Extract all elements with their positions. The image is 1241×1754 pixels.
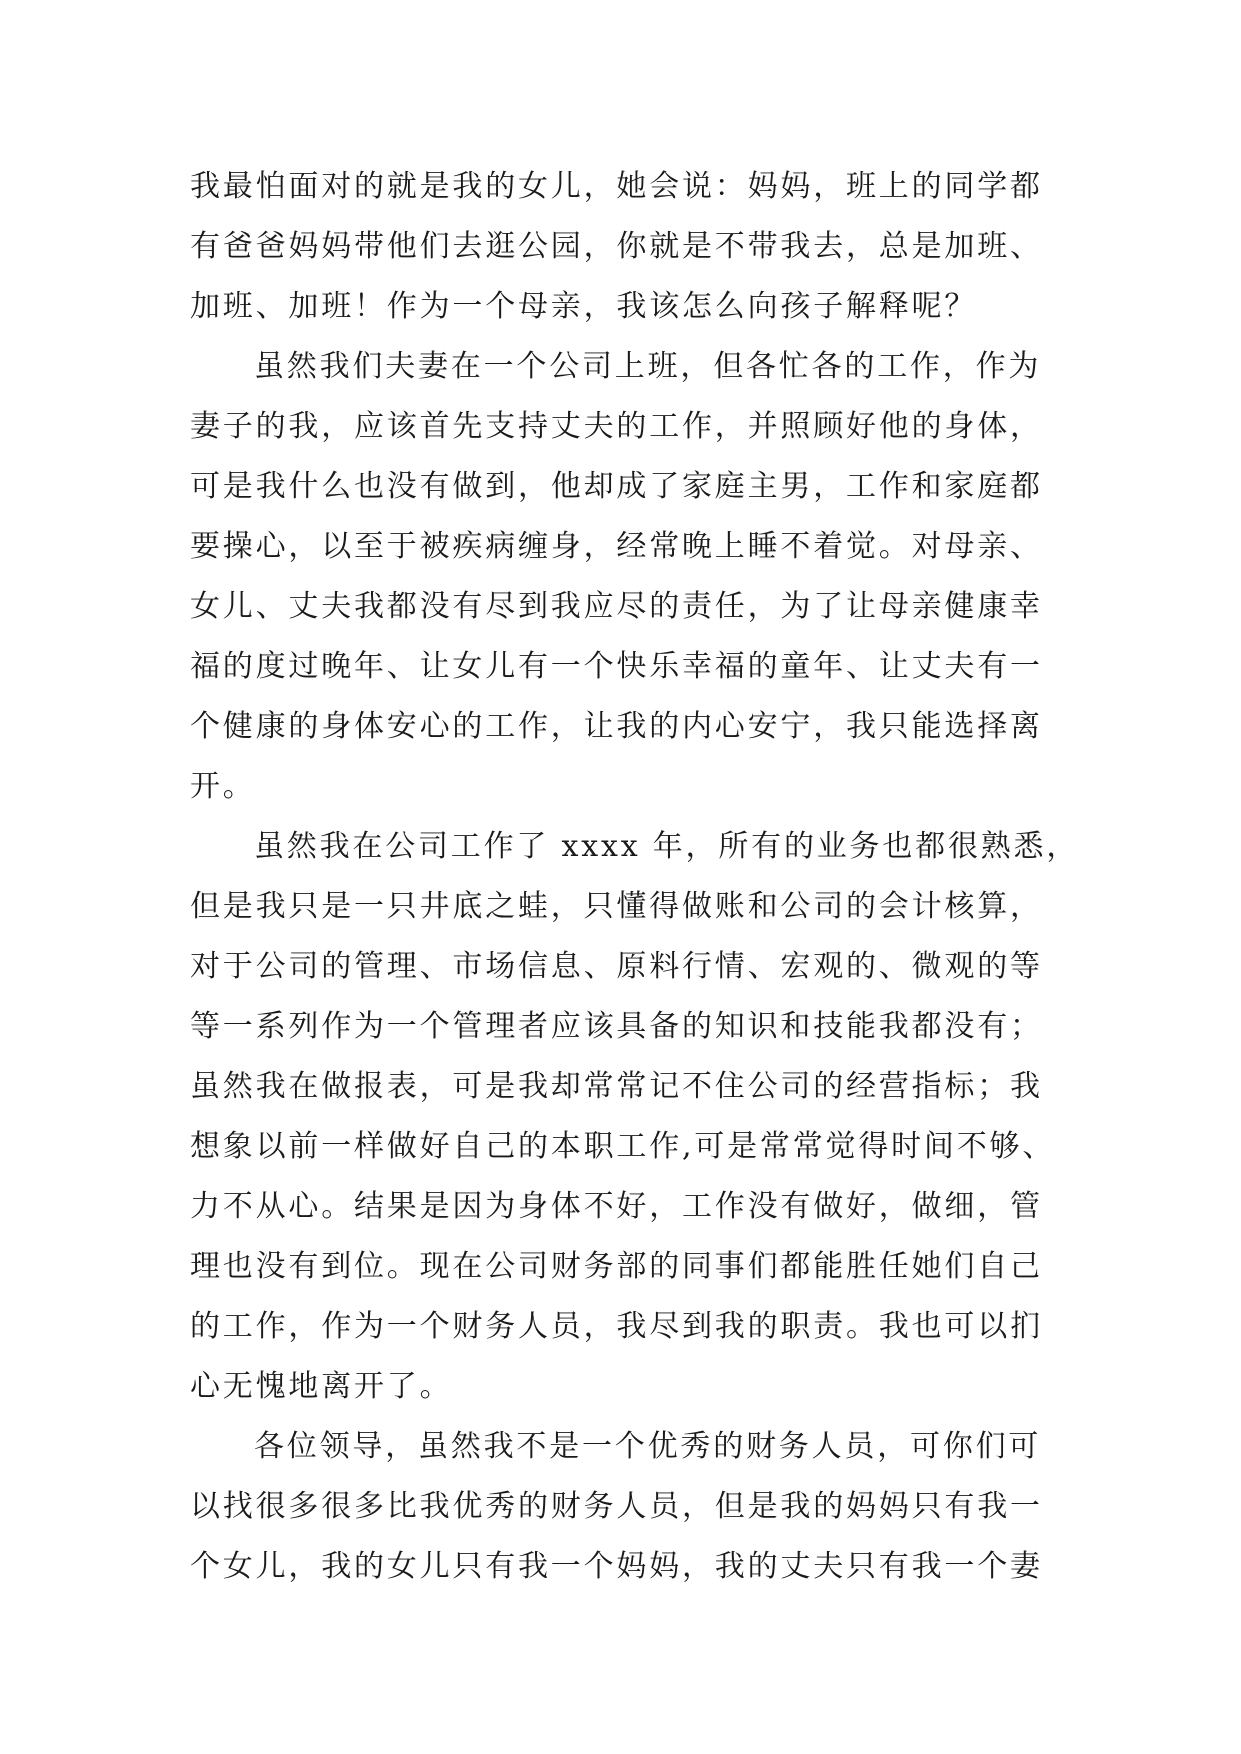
document-body (190, 157, 1080, 1597)
text-line: 妻子的我，应该首先支持丈夫的工作，并照顾好他的身体， (190, 409, 1043, 444)
paragraph-first-line: 各位领导，虽然我不是一个优秀的财务人员，可你们可 (254, 1429, 1042, 1464)
text-line: 我最怕面对的就是我的女儿，她会说：妈妈，班上的同学都 (190, 169, 1043, 204)
text-line: 对于公司的管理、市场信息、原料行情、宏观的、微观的等 (190, 949, 1043, 984)
text-line: 可是我什么也没有做到，他却成了家庭主男，工作和家庭都 (190, 469, 1043, 504)
text-line: 但是我只是一只井底之蛙，只懂得做账和公司的会计核算， (190, 889, 1043, 924)
text-line: 想象以前一样做好自己的本职工作,可是常常觉得时间不够、 (190, 1129, 1056, 1164)
text-line: 有爸爸妈妈带他们去逛公园，你就是不带我去，总是加班、 (190, 229, 1043, 264)
text-line: 以找很多很多比我优秀的财务人员，但是我的妈妈只有我一 (190, 1489, 1043, 1524)
text-line: 要操心，以至于被疾病缠身，经常晚上睡不着觉。对母亲、 (190, 529, 1043, 564)
text-line: 个健康的身体安心的工作，让我的内心安宁，我只能选择离 (190, 709, 1043, 744)
text-line: 理也没有到位。现在公司财务部的同事们都能胜任她们自己 (190, 1249, 1043, 1284)
text-line: 女儿、丈夫我都没有尽到我应尽的责任，为了让母亲健康幸 (190, 589, 1043, 624)
text-line: 心无愧地离开了。 (190, 1369, 453, 1404)
text-line: 虽然我在做报表，可是我却常常记不住公司的经营指标；我 (190, 1069, 1043, 1104)
paragraph-first-line: 虽然我们夫妻在一个公司上班，但各忙各的工作，作为 (254, 349, 1042, 384)
text-line: 福的度过晚年、让女儿有一个快乐幸福的童年、让丈夫有一 (190, 649, 1043, 684)
text-line: 力不从心。结果是因为身体不好，工作没有做好，做细，管 (190, 1189, 1043, 1224)
text-line: 开。 (190, 769, 256, 804)
text-line: 等一系列作为一个管理者应该具备的知识和技能我都没有； (190, 1009, 1043, 1044)
text-line: 的工作，作为一个财务人员，我尽到我的职责。我也可以扪 (190, 1309, 1043, 1344)
text-line: 个女儿，我的女儿只有我一个妈妈，我的丈夫只有我一个妻 (190, 1549, 1043, 1584)
text-line: 加班、加班！作为一个母亲，我该怎么向孩子解释呢？ (190, 289, 978, 324)
paragraph-first-line: 虽然我在公司工作了 xxxx 年，所有的业务也都很熟悉， (254, 829, 1080, 864)
